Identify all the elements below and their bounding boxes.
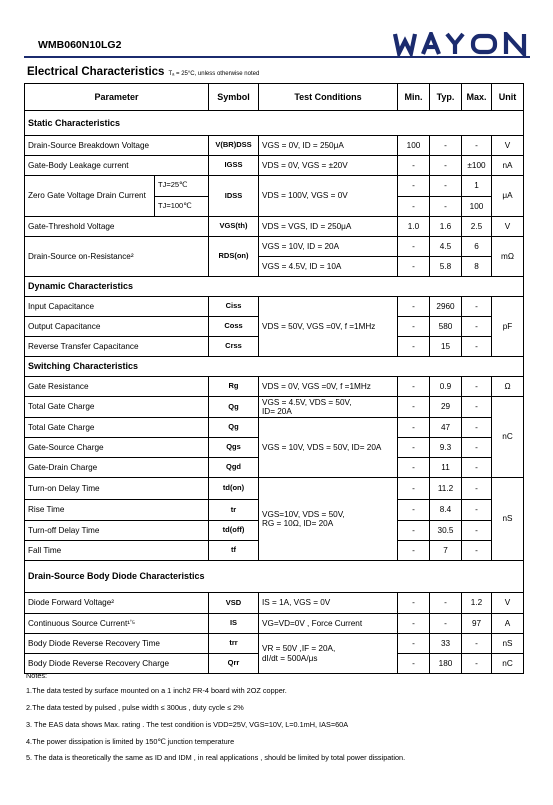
symbol-cell: IS [209, 614, 259, 634]
condition-cell: VGS = 10V, VDS = 50V, ID= 20A [259, 418, 398, 478]
condition-line: dI/dt = 500A/μs [262, 653, 318, 663]
typ-cell: - [430, 176, 462, 197]
condition-cell: VGS = 0V, ID = 250μA [259, 136, 398, 156]
param-cell: Output Capacitance [25, 317, 209, 337]
group-heading: Dynamic Characteristics [25, 277, 524, 297]
condition-cell [259, 478, 398, 561]
temp-25c: TJ=25℃ [155, 176, 208, 197]
unit-cell: μA [492, 176, 524, 217]
typ-cell: 30.5 [430, 521, 462, 541]
symbol-cell: VSD [209, 593, 259, 614]
table-row [25, 136, 524, 156]
min-cell: - [398, 500, 430, 521]
typ-cell: 29 [430, 397, 462, 418]
unit-cell: mΩ [492, 237, 524, 277]
param-cell: Reverse Transfer Capacitance [25, 337, 209, 357]
min-cell: - [398, 257, 430, 277]
param-cell: Drain-Source Breakdown Voltage [25, 136, 209, 156]
note-3: 3. The EAS data shows Max. rating . The test condition is VDD=25V, VGS=10V, L=0.1mH, IAS=60A [26, 720, 349, 729]
symbol-cell: Coss [209, 317, 259, 337]
min-cell: - [398, 337, 430, 357]
param-cell: Turn-off Delay Time [25, 521, 209, 541]
table-row [25, 297, 524, 317]
max-cell: 1.2 [462, 593, 492, 614]
symbol-cell: V(BR)DSS [209, 136, 259, 156]
unit-cell: nS [492, 478, 524, 561]
min-cell: - [398, 438, 430, 458]
condition-cell: IS = 1A, VGS = 0V [259, 593, 398, 614]
temp-100c: TJ=100℃ [158, 200, 192, 210]
table-header-row [25, 84, 524, 111]
param-cell: Rise Time [25, 500, 209, 521]
param-cell: Diode Forward Voltage² [25, 593, 209, 614]
typ-cell: 4.5 [430, 237, 462, 257]
symbol-cell: Crss [209, 337, 259, 357]
note-4: 4.The power dissipation is limited by 150℃ junction temperature [26, 737, 235, 746]
max-cell: - [462, 634, 492, 654]
max-cell: - [462, 317, 492, 337]
param-cell: Continuous Source Current¹ʼ⁵ [25, 614, 209, 634]
param-cell [25, 176, 209, 217]
table-row [25, 156, 524, 176]
note-1: 1.The data tested by surface mounted on a 1 inch2 FR-4 board with 2OZ copper. [26, 686, 287, 695]
table-row [25, 217, 524, 237]
table-row [25, 377, 524, 397]
typ-cell: - [430, 614, 462, 634]
max-cell: - [462, 521, 492, 541]
min-cell: - [398, 418, 430, 438]
param-label: Zero Gate Voltage Drain Current [25, 176, 155, 216]
condition-cell: VDS = VGS, ID = 250μA [259, 217, 398, 237]
group-row [25, 357, 524, 377]
param-cell: Body Diode Reverse Recovery Charge [25, 654, 209, 674]
min-cell: - [398, 593, 430, 614]
symbol-cell: IDSS [209, 176, 259, 217]
col-header-symbol: Symbol [209, 84, 259, 111]
group-heading: Switching Characteristics [25, 357, 524, 377]
typ-cell: 2960 [430, 297, 462, 317]
header-rule [24, 56, 530, 58]
condition-cell: VDS = 100V, VGS = 0V [259, 176, 398, 217]
notes-heading: Notes: [26, 671, 48, 680]
section-condition: Tₐ = 25°C, unless otherwise noted [168, 71, 260, 77]
note-5: 5. The data is theoretically the same as ID and IDM , in real applications , should be limited by total power dissipation. [26, 753, 406, 762]
condition-line: VGS=10V, VDS = 50V, [262, 509, 345, 519]
typ-cell: - [430, 136, 462, 156]
table-row [25, 478, 524, 500]
typ-cell: 15 [430, 337, 462, 357]
table-row [25, 397, 524, 418]
max-cell: - [462, 297, 492, 317]
typ-cell: 33 [430, 634, 462, 654]
min-cell: - [398, 654, 430, 674]
min-cell: 1.0 [398, 217, 430, 237]
col-header-max: Max. [462, 84, 492, 111]
param-cell: Input Capacitance [25, 297, 209, 317]
unit-cell: nS [492, 634, 524, 654]
group-row [25, 277, 524, 297]
max-cell: - [462, 377, 492, 397]
max-cell: - [462, 500, 492, 521]
col-header-min: Min. [398, 84, 430, 111]
max-cell: 97 [462, 614, 492, 634]
group-row [25, 561, 524, 593]
min-cell: - [398, 541, 430, 561]
group-heading: Drain-Source Body Diode Characteristics [25, 561, 524, 593]
typ-cell: - [430, 156, 462, 176]
max-cell: - [462, 397, 492, 418]
wayon-logo [393, 32, 543, 56]
max-cell: - [462, 478, 492, 500]
param-cell: Fall Time [25, 541, 209, 561]
min-cell: - [398, 458, 430, 478]
typ-cell: 11.2 [430, 478, 462, 500]
unit-cell: nC [492, 654, 524, 674]
unit-cell: pF [492, 297, 524, 357]
typ-cell: 180 [430, 654, 462, 674]
symbol-cell: Qgs [209, 438, 259, 458]
min-cell: - [398, 196, 430, 217]
note-2: 2.The data tested by pulsed , pulse width ≤ 300us , duty cycle ≤ 2% [26, 703, 244, 712]
typ-cell: 8.4 [430, 500, 462, 521]
table-row [25, 237, 524, 257]
max-cell: 2.5 [462, 217, 492, 237]
param-cell: Gate-Threshold Voltage [25, 217, 209, 237]
typ-cell: - [430, 196, 462, 217]
max-cell: - [462, 136, 492, 156]
typ-cell: 0.9 [430, 377, 462, 397]
max-cell: 100 [462, 196, 492, 217]
condition-cell [259, 397, 398, 418]
typ-cell: 47 [430, 418, 462, 438]
max-cell: - [462, 438, 492, 458]
symbol-cell: Rg [209, 377, 259, 397]
electrical-characteristics-table [24, 83, 524, 674]
condition-line: VGS = 4.5V, VDS = 50V, [262, 397, 352, 407]
symbol-cell: trr [209, 634, 259, 654]
param-cell: Gate-Source Charge [25, 438, 209, 458]
col-header-parameter: Parameter [25, 84, 209, 111]
page-header [24, 31, 530, 59]
max-cell: 8 [462, 257, 492, 277]
min-cell: - [398, 317, 430, 337]
max-cell: - [462, 458, 492, 478]
condition-cell: VDS = 50V, VGS =0V, f =1MHz [259, 297, 398, 357]
section-title-text: Electrical Characteristics [27, 66, 165, 78]
symbol-cell: Qg [209, 418, 259, 438]
typ-cell: 11 [430, 458, 462, 478]
typ-cell: 7 [430, 541, 462, 561]
param-cell: Drain-Source on-Resistance² [25, 237, 209, 277]
unit-cell: A [492, 614, 524, 634]
min-cell: - [398, 297, 430, 317]
unit-cell: nA [492, 156, 524, 176]
section-title [27, 66, 259, 78]
symbol-cell: Qg [209, 397, 259, 418]
max-cell: - [462, 654, 492, 674]
condition-cell [259, 634, 398, 674]
param-cell: Turn-on Delay Time [25, 478, 209, 500]
min-cell: - [398, 478, 430, 500]
min-cell: - [398, 634, 430, 654]
symbol-cell: Ciss [209, 297, 259, 317]
part-number: WMB060N10LG2 [38, 39, 122, 51]
symbol-cell: tr [209, 500, 259, 521]
param-cell: Gate-Drain Charge [25, 458, 209, 478]
param-cell: Gate-Body Leakage current [25, 156, 209, 176]
min-cell: - [398, 614, 430, 634]
param-cell: Body Diode Reverse Recovery Time [25, 634, 209, 654]
min-cell: 100 [398, 136, 430, 156]
condition-cell: VG=VD=0V , Force Current [259, 614, 398, 634]
condition-cell: VGS = 10V, ID = 20A [259, 237, 398, 257]
typ-cell: 9.3 [430, 438, 462, 458]
param-cell: Gate Resistance [25, 377, 209, 397]
condition-cell: VDS = 0V, VGS = ±20V [259, 156, 398, 176]
symbol-cell: td(off) [209, 521, 259, 541]
max-cell: ±100 [462, 156, 492, 176]
max-cell: - [462, 337, 492, 357]
min-cell: - [398, 521, 430, 541]
condition-cell: VGS = 4.5V, ID = 10A [259, 257, 398, 277]
max-cell: 6 [462, 237, 492, 257]
table-row [25, 614, 524, 634]
col-header-unit: Unit [492, 84, 524, 111]
condition-line: RG = 10Ω, ID= 20A [262, 519, 334, 528]
symbol-cell: tf [209, 541, 259, 561]
symbol-cell: Qrr [209, 654, 259, 674]
unit-cell: V [492, 136, 524, 156]
group-static: Static Characteristics [25, 111, 524, 136]
typ-cell: 1.6 [430, 217, 462, 237]
min-cell: - [398, 156, 430, 176]
typ-cell: 580 [430, 317, 462, 337]
unit-cell: nC [492, 397, 524, 478]
table-row [25, 634, 524, 654]
max-cell: 1 [462, 176, 492, 197]
condition-line: VR = 50V ,IF = 20A, [262, 644, 336, 654]
table-row [25, 418, 524, 438]
min-cell: - [398, 237, 430, 257]
symbol-cell: RDS(on) [209, 237, 259, 277]
table-row [25, 176, 524, 197]
group-row [25, 111, 524, 136]
symbol-cell: td(on) [209, 478, 259, 500]
symbol-cell: IGSS [209, 156, 259, 176]
max-cell: - [462, 418, 492, 438]
unit-cell: V [492, 593, 524, 614]
min-cell: - [398, 377, 430, 397]
unit-cell: Ω [492, 377, 524, 397]
idss-param-split [25, 176, 208, 216]
typ-cell: - [430, 593, 462, 614]
param-cell: Total Gate Charge [25, 397, 209, 418]
col-header-typ: Typ. [430, 84, 462, 111]
symbol-cell: VGS(th) [209, 217, 259, 237]
symbol-cell: Qgd [209, 458, 259, 478]
min-cell: - [398, 176, 430, 197]
condition-line: ID= 20A [262, 407, 292, 416]
condition-cell: VDS = 0V, VGS =0V, f =1MHz [259, 377, 398, 397]
table-row [25, 593, 524, 614]
col-header-conditions: Test Conditions [259, 84, 398, 111]
min-cell: - [398, 397, 430, 418]
param-cell: Total Gate Charge [25, 418, 209, 438]
unit-cell: V [492, 217, 524, 237]
max-cell: - [462, 541, 492, 561]
typ-cell: 5.8 [430, 257, 462, 277]
